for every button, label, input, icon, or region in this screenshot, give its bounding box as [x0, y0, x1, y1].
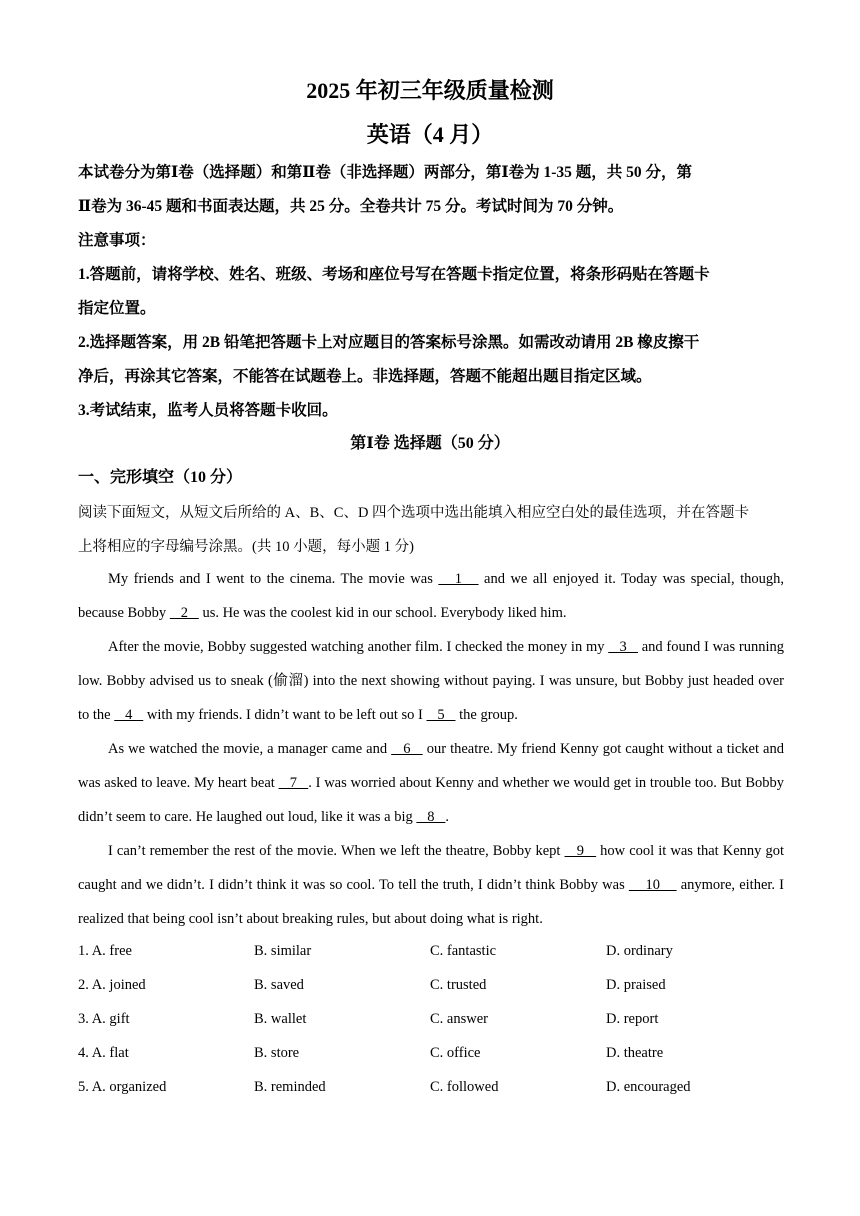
paragraph: [78, 630, 784, 732]
note-item: 指定位置。: [78, 300, 156, 317]
options-list: [78, 934, 784, 1104]
cloze-passage: [78, 562, 784, 936]
question-row: [78, 1070, 784, 1104]
option-d: D. praised: [606, 977, 666, 993]
blank-4: 4: [114, 707, 144, 723]
passage-text: As we watched the movie, a manager came and: [108, 741, 392, 757]
option-c: C. office: [430, 1045, 481, 1061]
notes-heading: 注意事项：: [78, 232, 156, 249]
passage-text: us. He was the coolest kid in our school. Everybody liked him.: [198, 605, 567, 621]
question-row: [78, 968, 784, 1002]
option-a: 4. A. flat: [78, 1045, 129, 1061]
passage-text: and we all enjoyed it. Today was special, though, because Bobby: [78, 571, 784, 621]
instruction-line: 上将相应的字母编号涂黑。(共 10 小题，每小题 1 分): [78, 539, 414, 555]
question-row: [78, 1002, 784, 1036]
blank-3: 3: [608, 639, 638, 655]
option-b: B. reminded: [254, 1079, 326, 1095]
option-d: D. ordinary: [606, 943, 673, 959]
passage-text: the group.: [455, 707, 518, 723]
option-a: 3. A. gift: [78, 1011, 130, 1027]
option-a: 5. A. organized: [78, 1079, 167, 1095]
option-b: B. saved: [254, 977, 304, 993]
option-d: D. report: [606, 1011, 659, 1027]
option-d: D. theatre: [606, 1045, 664, 1061]
option-b: B. wallet: [254, 1011, 307, 1027]
intro-line: 本试卷分为第Ⅰ卷（选择题）和第Ⅱ卷（非选择题）两部分，第Ⅰ卷为 1-35 题，共 50 分，第: [78, 164, 692, 181]
passage-text: My friends and I went to the cinema. The movie was: [108, 571, 439, 587]
passage-text: how cool it was that Kenny got caught and we didn’t. I didn’t think it was so cool. To tell the truth, I didn’t think Bobby was: [78, 843, 785, 893]
blank-5: 5: [426, 707, 456, 723]
note-item: 2.选择题答案，用 2B 铅笔把答题卡上对应题目的答案标号涂黑。如需改动请用 2B 橡皮擦干: [78, 334, 700, 351]
option-a: 2. A. joined: [78, 977, 146, 993]
question-row: [78, 934, 784, 968]
option-c: C. fantastic: [430, 943, 497, 959]
instruction-line: 阅读下面短文，从短文后所给的 A、B、C、D 四个选项中选出能填入相应空白处的最佳选项，并在答题卡: [78, 505, 750, 521]
exam-title: 2025 年初三年级质量检测: [306, 78, 554, 103]
passage-text: .: [445, 809, 450, 825]
blank-8: 8: [416, 809, 446, 825]
option-a: 1. A. free: [78, 943, 132, 959]
blank-6: 6: [391, 741, 423, 757]
section-title: 第Ⅰ卷 选择题（50 分）: [350, 435, 510, 452]
option-d: D. encouraged: [606, 1079, 691, 1095]
note-item: 3.考试结束，监考人员将答题卡收回。: [78, 402, 338, 419]
part-title: 一、完形填空（10 分）: [78, 469, 243, 486]
question-row: [78, 1036, 784, 1070]
option-c: C. answer: [430, 1011, 488, 1027]
option-c: C. followed: [430, 1079, 499, 1095]
passage-text: After the movie, Bobby suggested watching another film. I checked the money in my: [108, 639, 609, 655]
passage-text: anymore, either. I realized that being cool isn’t about breaking rules, but about doing what is right.: [78, 877, 785, 927]
blank-10: 10: [628, 877, 677, 893]
blank-1: 1: [438, 571, 479, 587]
passage-text: our theatre. My friend Kenny got caught without a ticket and was asked to leave. My heart beat: [78, 741, 784, 791]
passage-text: and found I was running low. Bobby advised us to sneak (偷溜) into the next showing without paying. I was unsure, but Bobby just headed over to the: [78, 639, 784, 723]
paragraph: [78, 834, 784, 936]
passage-text: with my friends. I didn’t want to be left out so I: [143, 707, 427, 723]
exam-notes: [78, 156, 784, 428]
paragraph: [78, 562, 784, 630]
intro-line: Ⅱ卷为 36-45 题和书面表达题，共 25 分。全卷共计 75 分。考试时间为 70 分钟。: [78, 198, 624, 215]
passage-text: I can’t remember the rest of the movie. When we left the theatre, Bobby kept: [108, 843, 565, 859]
blank-7: 7: [278, 775, 309, 791]
note-item: 1.答题前，请将学校、姓名、班级、考场和座位号写在答题卡指定位置，将条形码贴在答题卡: [78, 266, 710, 283]
option-b: B. store: [254, 1045, 300, 1061]
exam-subtitle: 英语（4 月）: [366, 122, 494, 147]
passage-text: . I was worried about Kenny and whether we would get in trouble too. But Bobby didn’t seem to care. He laughed out loud, like it was a big: [78, 775, 785, 825]
option-c: C. trusted: [430, 977, 487, 993]
blank-9: 9: [564, 843, 597, 859]
paragraph: [78, 732, 784, 834]
note-item: 净后，再涂其它答案，不能答在试题卷上。非选择题，答题不能超出题目指定区域。: [78, 368, 652, 385]
blank-2: 2: [169, 605, 199, 621]
option-b: B. similar: [254, 943, 312, 959]
instruction: [78, 496, 784, 564]
